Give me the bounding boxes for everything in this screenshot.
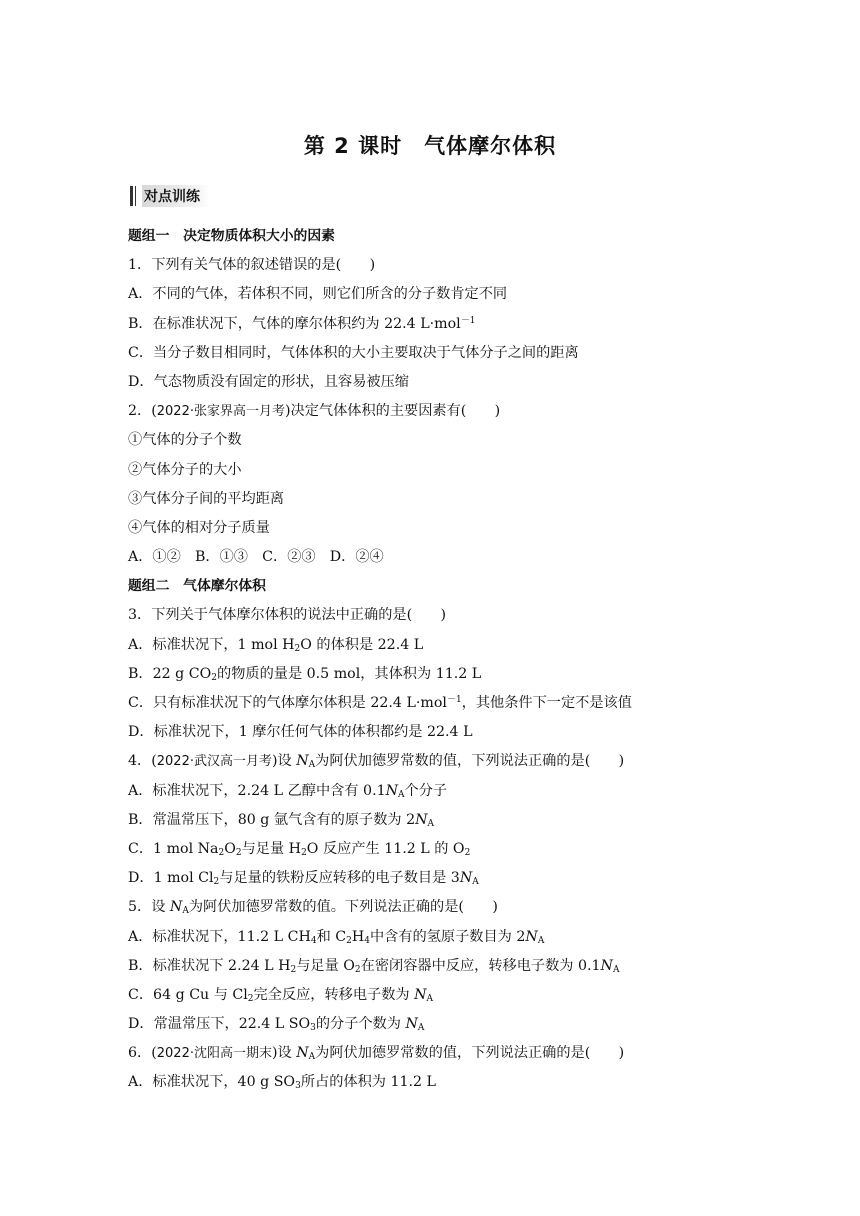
text: 中含有的氢原子数目为 2 <box>369 928 526 945</box>
symbol: N <box>415 811 428 828</box>
item-1: ①气体的分子个数 <box>128 432 242 449</box>
text: D．1 mol Cl <box>128 870 214 887</box>
subscript: 2 <box>354 964 361 975</box>
option-c <box>128 835 728 864</box>
subscript: 2 <box>235 847 242 858</box>
question-source: 2022·张家界高一月考 <box>156 404 285 420</box>
question-stem: 1．下列有关气体的叙述错误的是( ) <box>128 257 376 274</box>
subscript: A <box>537 935 545 946</box>
text: B．22 g CO <box>128 665 212 682</box>
subscript: A <box>417 1023 425 1034</box>
subscript: 2 <box>290 964 297 975</box>
text: A．标准状况下，40 g SO <box>128 1074 296 1091</box>
option-d <box>128 1010 728 1039</box>
question-stem: 3．下列关于气体摩尔体积的说法中正确的是( ) <box>128 607 447 624</box>
section-label: 对点训练 <box>142 185 210 207</box>
subscript: 2 <box>218 847 225 858</box>
superscript: －1 <box>460 315 476 326</box>
section-badge <box>130 185 210 207</box>
question-source: 2022·沈阳高一期末 <box>156 1046 272 1062</box>
option-b <box>128 660 728 689</box>
text: 为阿伏加德罗常数的值，下列说法正确的是( ) <box>315 1045 625 1062</box>
symbol: N <box>296 753 309 770</box>
subscript: 2 <box>247 993 254 1004</box>
text: B．标准状况下 2.24 L H <box>128 957 291 974</box>
symbol: N <box>414 986 427 1003</box>
text: 为阿伏加德罗常数的值，下列说法正确的是( ) <box>315 753 625 770</box>
text: O 反应产生 11.2 L 的 O <box>306 840 465 857</box>
group-heading: 题组二 气体摩尔体积 <box>128 578 266 595</box>
question-stem <box>128 893 728 922</box>
option-c: C．当分子数目相同时，气体体积的大小主要取决于气体分子之间的距离 <box>128 344 579 361</box>
option-c <box>128 689 728 718</box>
symbol: N <box>405 1016 418 1033</box>
subscript: 3 <box>310 1023 316 1034</box>
question-stem <box>128 1039 728 1068</box>
subscript: 3 <box>295 1081 301 1092</box>
text: 完全反应，转移电子数为 <box>253 986 415 1003</box>
option-a <box>128 777 728 806</box>
text: 个分子 <box>404 782 448 799</box>
text: 的物质的量是 0.5 mol，其体积为 11.2 L <box>217 665 482 682</box>
text: C．64 g Cu 与 Cl <box>128 986 248 1003</box>
text: )设 <box>271 753 297 770</box>
subscript: 2 <box>294 643 301 654</box>
subscript: 2 <box>213 877 220 888</box>
subscript: A <box>398 789 405 800</box>
text: 与足量的铁粉反应转移的电子数目是 3 <box>219 870 460 887</box>
subscript: 4 <box>310 935 317 946</box>
question-source: 2022·武汉高一月考 <box>156 754 272 770</box>
text: D．常温常压下，22.4 L SO <box>128 1016 311 1033</box>
subscript: 2 <box>301 847 307 858</box>
text: O 的体积是 22.4 L <box>300 636 424 653</box>
subscript: A <box>426 993 434 1004</box>
text: 5．设 <box>128 899 170 916</box>
page-title: 第 2 课时 气体摩尔体积 <box>303 134 557 158</box>
subscript: 2 <box>211 672 217 683</box>
text: 2．( <box>128 403 157 420</box>
group-heading: 题组一 决定物质体积大小的因素 <box>128 228 335 244</box>
symbol: N <box>600 957 613 974</box>
badge-bar <box>130 186 133 206</box>
subscript: A <box>612 964 620 975</box>
badge-bar-thin <box>135 186 136 206</box>
option-a <box>128 923 728 952</box>
text: )设 <box>271 1045 297 1062</box>
text: A．标准状况下，1 mol H <box>128 636 295 653</box>
text: ，其他条件下一定不是该值 <box>461 695 632 711</box>
text: B．常温常压下，80 g 氩气含有的原子数为 2 <box>128 811 416 828</box>
option-d: D．标准状况下，1 摩尔任何气体的体积都约是 22.4 L <box>128 724 473 741</box>
text: 为阿伏加德罗常数的值。下列说法正确的是( ) <box>188 899 498 916</box>
option-a <box>128 631 728 660</box>
symbol: N <box>459 870 473 887</box>
text: C．1 mol Na <box>128 840 219 857</box>
text: A．标准状况下，2.24 L 乙醇中含有 0.1 <box>128 782 386 799</box>
text: 的分子个数为 <box>315 1016 406 1033</box>
item-4: ④气体的相对分子质量 <box>128 519 270 536</box>
item-3: ③气体分子间的平均距离 <box>128 490 285 507</box>
item-2: ②气体分子的大小 <box>128 461 242 478</box>
text: )决定气体体积的主要因素有( ) <box>284 403 501 420</box>
superscript: －1 <box>446 695 462 705</box>
text: 4．( <box>128 753 157 770</box>
question-stem <box>128 397 728 426</box>
subscript: A <box>472 877 479 888</box>
text: 6．( <box>128 1045 157 1062</box>
subscript: A <box>308 1052 316 1063</box>
subscript: A <box>308 760 316 771</box>
option-d <box>128 864 728 893</box>
subscript: 4 <box>364 935 370 946</box>
symbol: N <box>296 1045 309 1062</box>
text: 和 C <box>316 928 347 945</box>
question-stem <box>128 747 728 776</box>
answer-choices: A．①② B．①③ C．②③ D．②④ <box>128 549 384 566</box>
subscript: A <box>427 818 435 829</box>
option-b <box>128 952 728 981</box>
symbol: N <box>525 928 538 945</box>
option-b <box>128 806 728 835</box>
question-list <box>128 222 728 1098</box>
text: H <box>351 928 365 945</box>
text: 与足量 H <box>241 840 302 857</box>
option-a: A．不同的气体，若体积不同，则它们所含的分子数肯定不同 <box>128 286 508 303</box>
subscript: 2 <box>346 935 352 946</box>
text: 所占的体积为 11.2 L <box>300 1074 436 1091</box>
text: B．在标准状况下，气体的摩尔体积约为 22.4 L·mol <box>128 315 461 332</box>
text: A．标准状况下，11.2 L CH <box>128 928 311 945</box>
text: 与足量 O <box>296 957 355 974</box>
symbol: N <box>385 782 399 799</box>
option-c <box>128 981 728 1010</box>
option-d: D．气态物质没有固定的形状，且容易被压缩 <box>128 373 409 390</box>
subscript: 2 <box>464 847 471 858</box>
option-b <box>128 310 728 339</box>
subscript: A <box>182 906 189 917</box>
text: O <box>224 840 236 857</box>
text: C．只有标准状况下的气体摩尔体积是 22.4 L·mol <box>128 695 447 711</box>
option-a <box>128 1068 728 1097</box>
symbol: N <box>169 899 183 916</box>
text: 在密闭容器中反应，转移电子数为 0.1 <box>360 957 601 974</box>
